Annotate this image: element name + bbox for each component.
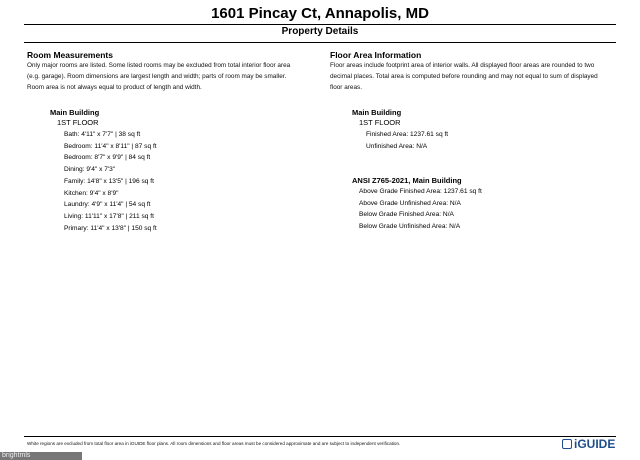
list-item: Finished Area: 1237.61 sq ft (366, 131, 449, 138)
floor-area-heading: Floor Area Information (330, 50, 422, 60)
list-item: Primary: 11'4" x 13'8" | 150 sq ft (64, 224, 157, 232)
left-floor-label: 1ST FLOOR (57, 118, 99, 127)
note-line: Floor areas include footprint area of interior walls. All displayed floor areas are rounded to two (330, 62, 595, 69)
note-line: (e.g. garage). Room dimensions are largest length and width; parts of room may be smaller. (27, 73, 287, 80)
footer-divider (24, 436, 616, 437)
iguide-logo (562, 437, 615, 451)
list-item: Living: 11'11" x 17'8" | 211 sq ft (64, 212, 154, 220)
ansi-heading: ANSI Z765-2021, Main Building (352, 176, 462, 185)
note-line: Room area is not always equal to product of length and width. (27, 84, 202, 91)
note-line: floor areas. (330, 84, 362, 91)
right-building-label: Main Building (352, 108, 402, 117)
list-item: Below Grade Finished Area: N/A (359, 211, 454, 219)
list-item: Dining: 9'4" x 7'3" (64, 166, 116, 174)
right-floor-label: 1ST FLOOR (359, 118, 401, 127)
list-item: Bath: 4'11" x 7'7" | 38 sq ft (64, 131, 141, 138)
room-list (64, 129, 157, 234)
list-item: Laundry: 4'9" x 11'4" | 54 sq ft (64, 201, 151, 209)
list-item: Above Grade Finished Area: 1237.61 sq ft (359, 188, 482, 195)
list-item: Above Grade Unfinished Area: N/A (359, 199, 461, 207)
footer-disclaimer: White regions are excluded from total floor area in iGUIDE floor plans. All room dimensions and floor areas must be considered approximate and are subject to independent verification. (27, 441, 401, 446)
ansi-list (359, 186, 482, 233)
floor-area-list (366, 129, 448, 152)
note-line: decimal places. Total area is computed before rounding and may not equal to sum of displayed (330, 73, 598, 80)
list-item: Bedroom: 11'4" x 8'11" | 87 sq ft (64, 142, 157, 150)
room-measurements-heading: Room Measurements (27, 50, 113, 60)
list-item: Unfinished Area: N/A (366, 142, 428, 150)
iguide-logo-icon (562, 439, 572, 449)
left-building-label: Main Building (50, 108, 100, 117)
watermark: brightmls (0, 452, 82, 460)
floor-area-note (330, 60, 620, 93)
list-item: Family: 14'8" x 13'5" | 196 sq ft (64, 177, 154, 185)
iguide-logo-text: iGUIDE (574, 437, 616, 451)
list-item: Bedroom: 8'7" x 9'9" | 84 sq ft (64, 154, 151, 162)
list-item: Kitchen: 9'4" x 8'9" (64, 189, 119, 197)
page-subtitle: Property Details (281, 26, 359, 37)
note-line: Only major rooms are listed. Some listed rooms may be excluded from total interior floor area (27, 62, 291, 69)
list-item: Below Grade Unfinished Area: N/A (359, 223, 461, 231)
page-title: 1601 Pincay Ct, Annapolis, MD (211, 5, 429, 22)
room-measurements-note (27, 60, 317, 93)
